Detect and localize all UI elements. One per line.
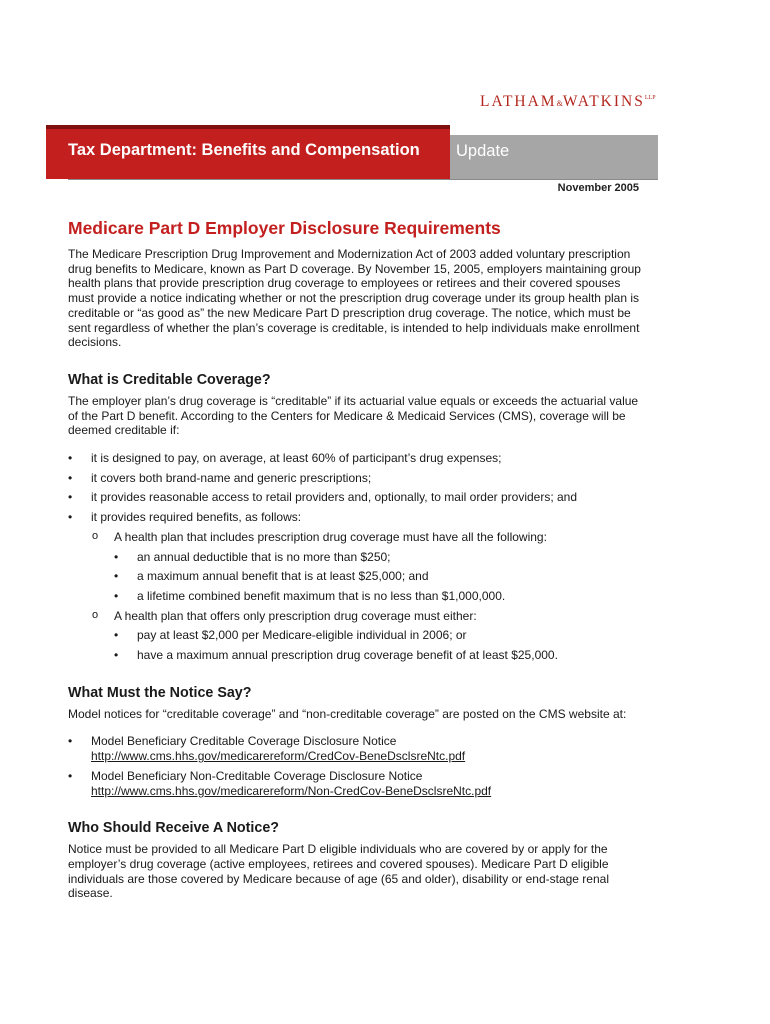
- sub-list-item: [91, 609, 648, 663]
- logo-part2: WATKINS: [562, 93, 645, 110]
- intro-paragraph: The Medicare Prescription Drug Improvement and Modernization Act of 2003 added voluntary prescription drug benefits to Medicare, known as Part D coverage. By November 15, 2005, employers maintaining group health plans that provide prescription drug coverage to employees or retirees and their covered spouses must provide a notice indicating whether or not the prescription drug coverage under its group health plan is creditable or “as good as” the new Medicare Part D prescription drug coverage. The notice, which must be sent regardless of whether the plan’s coverage is creditable, is intended to help individuals make enrollment decisions.: [68, 247, 641, 350]
- drug-only-plan-list: [114, 628, 648, 662]
- notice-label: Model Beneficiary Creditable Coverage Disclosure Notice: [91, 734, 397, 749]
- creditable-notice-link[interactable]: http://www.cms.hhs.gov/medicarereform/CredCov-BeneDsclsreNtc.pdf: [91, 749, 466, 764]
- list-item: • it provides reasonable access to retail providers and, optionally, to mail order providers; and: [68, 490, 648, 505]
- logo-ampersand: &: [556, 99, 563, 108]
- list-item: [68, 734, 648, 763]
- list-item: [68, 510, 648, 663]
- logo-suffix: LLP: [644, 95, 656, 101]
- list-item: • a lifetime combined benefit maximum that is no less than $1,000,000.: [114, 589, 648, 604]
- list-item: • a maximum annual benefit that is at least $25,000; and: [114, 569, 648, 584]
- section-text-creditable: The employer plan’s drug coverage is “creditable” if its actuarial value equals or exceeds the actuarial value of the Part D benefit. According to the Centers for Medicare & Medicaid Services (CMS), coverage will be deemed creditable if:: [68, 393, 639, 438]
- document-body: [68, 218, 648, 901]
- plan-requirements-list: [114, 550, 648, 604]
- latham-watkins-logo: [480, 93, 656, 111]
- section-text-recipients: Notice must be provided to all Medicare Part D eligible individuals who are covered by or apply for the employer’s drug coverage (active employees, retirees and covered spouses). Medicare Part D eligible individuals are those covered by Medicare because of age (65 and older), disability or end-stage renal disease.: [68, 842, 609, 901]
- list-item: • pay at least $2,000 per Medicare-eligible individual in 2006; or: [114, 628, 648, 643]
- sub-list-item-text: A health plan that includes prescription drug coverage must have all the following:: [114, 529, 547, 544]
- list-item: [68, 769, 648, 798]
- list-item: • it is designed to pay, on average, at least 60% of participant’s drug expenses;: [68, 451, 648, 466]
- notice-label: Model Beneficiary Non-Creditable Coverage Disclosure Notice: [91, 768, 423, 783]
- sub-list-item-text: A health plan that offers only prescription drug coverage must either:: [114, 608, 477, 623]
- header-divider: [68, 179, 658, 180]
- banner-title: Tax Department: Benefits and Compensation: [68, 141, 420, 159]
- list-item: • an annual deductible that is no more than $250;: [114, 550, 648, 565]
- creditable-criteria-list: [68, 451, 648, 663]
- list-item-text: it provides required benefits, as follows:: [91, 510, 302, 525]
- required-benefits-list: [91, 530, 648, 663]
- logo-part1: LATHAM: [480, 93, 557, 110]
- publication-date: November 2005: [557, 182, 639, 194]
- list-item: • have a maximum annual prescription drug coverage benefit of at least $25,000.: [114, 648, 648, 663]
- list-item: • it covers both brand-name and generic prescriptions;: [68, 471, 648, 486]
- non-creditable-notice-link[interactable]: http://www.cms.hhs.gov/medicarereform/Non-CredCov-BeneDsclsreNtc.pdf: [91, 783, 492, 798]
- section-heading-creditable: What is Creditable Coverage?: [68, 371, 271, 388]
- document-title: Medicare Part D Employer Disclosure Requirements: [68, 218, 501, 238]
- section-text-notice: Model notices for “creditable coverage” and “non-creditable coverage” are posted on the CMS website at:: [68, 706, 627, 721]
- model-notices-list: [68, 734, 648, 798]
- sub-list-item: [91, 530, 648, 604]
- banner-update-label: Update: [456, 142, 510, 160]
- section-heading-recipients: Who Should Receive A Notice?: [68, 820, 280, 837]
- section-heading-notice: What Must the Notice Say?: [68, 684, 252, 701]
